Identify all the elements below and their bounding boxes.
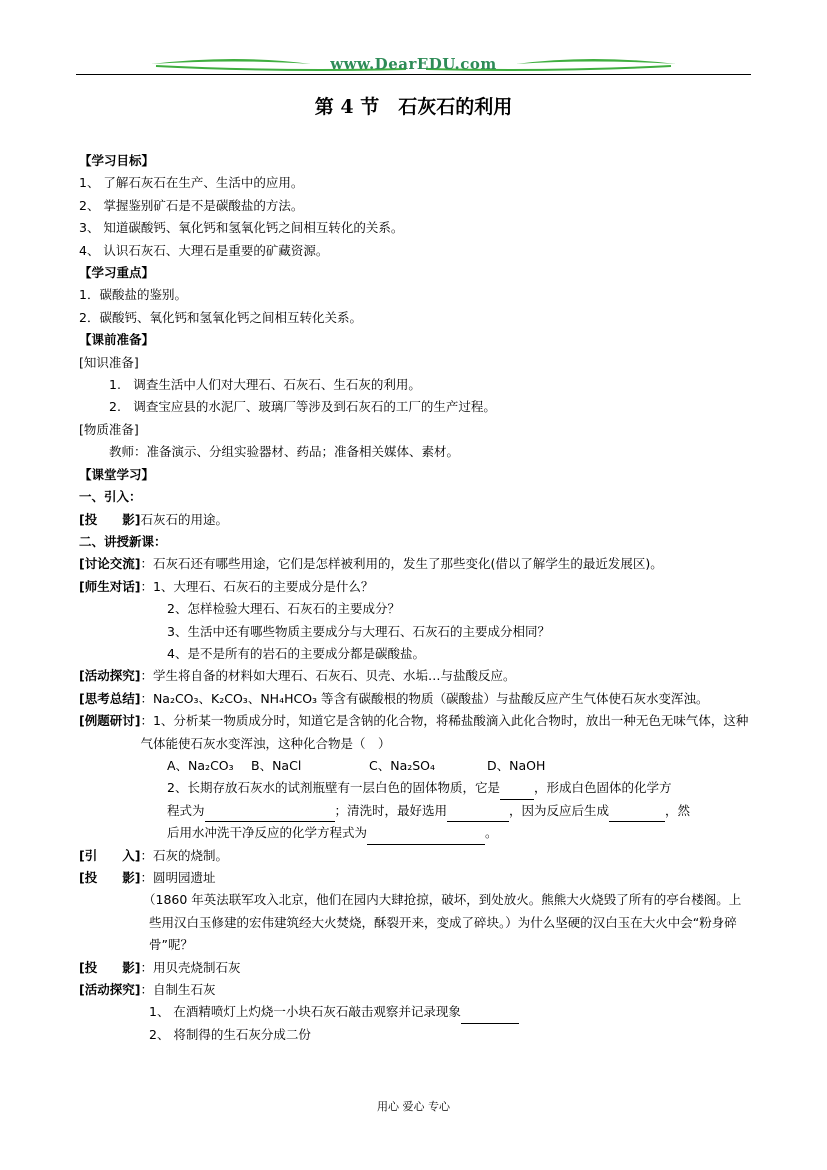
- dialog-first: ：1、大理石、石灰石的主要成分是什么？: [140, 578, 374, 594]
- knowledge-heading: [知识准备]: [79, 354, 139, 370]
- material-text: 教师：准备演示、分组实验器材、药品；准备相关媒体、素材。: [109, 444, 460, 460]
- discuss-line: [79, 553, 759, 575]
- story-text: （1860 年英法联军攻入北京，他们在园内大肆抢掠，破坏，到处放火。熊熊大火烧毁了所有的亭台楼阁。上些用汉白玉修建的宏伟建筑经大火焚烧，酥裂开来，变成了碎块。）为什么坚硬的汉白玉在大火中会“粉身碎骨”呢？: [143, 892, 742, 953]
- project2-tag: [投 影]: [79, 870, 141, 885]
- explore1-text: ：学生将自备的材料如大理石、石灰石、贝壳、水垢…与盐酸反应。: [140, 668, 516, 684]
- page-title: 第 4 节 石灰石的利用: [314, 96, 513, 118]
- material-heading: [物质准备]: [79, 421, 139, 437]
- focus-item: 1．碳酸盐的鉴别。: [79, 287, 187, 303]
- page-header: [76, 52, 751, 80]
- project3-line: [79, 957, 759, 979]
- explore1-tag: [活动探究]: [79, 668, 141, 684]
- intro-heading: 一、引入：: [79, 489, 142, 505]
- lead-tag: [引 入]: [79, 847, 141, 863]
- explore2-step-text: 1、 在酒精喷灯上灼烧一小块石灰石敲击观察并记录现象: [149, 1004, 461, 1020]
- explore2-step: [79, 1001, 759, 1023]
- explore2-step: 2、 将制得的生石灰分成二份: [149, 1026, 311, 1042]
- new-heading: 二、讲授新课：: [79, 533, 167, 549]
- dialog-line: [79, 576, 759, 598]
- prep-heading: 【课前准备】: [79, 332, 155, 348]
- project2-line: [79, 867, 759, 889]
- project1-tag: [投 影]: [79, 511, 141, 527]
- project3-text: ：用贝壳烧制石灰: [140, 959, 241, 975]
- example-option: C、Na₂SO₄: [369, 757, 436, 773]
- example-option: B、NaCl: [251, 757, 302, 773]
- think-line: [79, 688, 759, 710]
- explore1-line: [79, 665, 759, 687]
- explore2-line: [79, 979, 759, 1001]
- knowledge-item: 1. 调查生活中人们对大理石、石灰石、生石灰的利用。: [109, 377, 421, 393]
- example-option: A、Na₂CO₃: [167, 757, 234, 773]
- dialog-item: 3、生活中还有哪些物质主要成分与大理石、石灰石的主要成分相同？: [167, 623, 550, 639]
- goal-item: 2、 掌握鉴别矿石是不是碳酸盐的方法。: [79, 197, 304, 213]
- project1-text: 石灰石的用途。: [140, 511, 228, 527]
- example-q2-text: 程式为: [167, 802, 205, 818]
- think-text: ：Na₂CO₃、K₂CO₃、NH₄HCO₃ 等含有碳酸根的物质（碳酸盐）与盐酸反应产生气体使石灰水变浑浊。: [140, 690, 709, 706]
- lead-line: [79, 845, 759, 867]
- goal-item: 3、 知道碳酸钙、氧化钙和氢氧化钙之间相互转化的关系。: [79, 220, 404, 236]
- answer-blank[interactable]: [461, 1009, 519, 1024]
- example-q1: ：1、分析某一物质成分时，知道它是含钠的化合物，将稀盐酸滴入此化合物时，放出一种无色无味气体，这种气体能使石灰水变浑浊，这种化合物是（ ）: [140, 713, 749, 751]
- example-q2-text: ，形成白色固体的化学方: [533, 780, 672, 796]
- dialog-tag: [师生对话]: [79, 578, 141, 594]
- knowledge-item: 2. 调查宝应县的水泥厂、玻璃厂等涉及到石灰石的工厂的生产过程。: [109, 399, 496, 415]
- example-q2-text: ，因为反应后生成: [509, 802, 610, 818]
- answer-blank[interactable]: [500, 785, 534, 800]
- document-body: [79, 150, 759, 1046]
- goal-item: 4、 认识石灰石、大理石是重要的矿藏资源。: [79, 242, 329, 258]
- focus-heading: 【学习重点】: [79, 265, 155, 281]
- dialog-item: 2、怎样检验大理石、石灰石的主要成分？: [167, 601, 400, 617]
- explore2-text: ：自制生石灰: [140, 982, 216, 998]
- answer-blank[interactable]: [447, 807, 509, 822]
- answer-blank[interactable]: [205, 807, 335, 822]
- example-q2-text: 后用水冲洗干净反应的化学方程式为: [167, 825, 368, 841]
- page-footer: 用心 爱心 专心: [377, 1100, 450, 1113]
- example-q2-line2: [79, 800, 759, 822]
- example-q2-text: ；清洗时，最好选用: [334, 802, 448, 818]
- goals-heading: 【学习目标】: [79, 153, 155, 168]
- example-q2-text: 2、长期存放石灰水的试剂瓶壁有一层白色的固体物质，它是: [167, 780, 500, 796]
- class-heading: 【课堂学习】: [79, 466, 155, 482]
- example-tag: [例题研讨]: [79, 713, 141, 729]
- header-rule: [76, 74, 751, 75]
- discuss-tag: [讨论交流]: [79, 556, 141, 572]
- project1-line: [79, 509, 759, 531]
- example-line: [79, 710, 759, 755]
- explore2-tag: [活动探究]: [79, 982, 141, 998]
- project2-text: ：圆明园遗址: [140, 870, 216, 885]
- example-options: [79, 755, 759, 777]
- discuss-text: ：石灰石还有哪些用途，它们是怎样被利用的，发生了那些变化(借以了解学生的最近发展区)。: [140, 556, 663, 572]
- think-tag: [思考总结]: [79, 690, 141, 706]
- lead-text: ：石灰的烧制。: [140, 847, 228, 863]
- example-q2-line3: [79, 822, 759, 844]
- example-option: D、NaOH: [487, 757, 546, 773]
- site-name: www.DearEDU.com: [330, 55, 497, 73]
- answer-blank[interactable]: [609, 807, 665, 822]
- example-q2-text: 。: [485, 825, 498, 841]
- example-q2-text: ，然: [665, 802, 691, 818]
- dialog-item: 4、是不是所有的岩石的主要成分都是碳酸盐。: [167, 645, 425, 661]
- example-q2-line1: [79, 777, 759, 799]
- focus-item: 2．碳酸钙、氧化钙和氢氧化钙之间相互转化关系。: [79, 309, 362, 325]
- goal-item: 1、 了解石灰石在生产、生活中的应用。: [79, 175, 304, 191]
- answer-blank[interactable]: [367, 830, 485, 845]
- project3-tag: [投 影]: [79, 959, 141, 975]
